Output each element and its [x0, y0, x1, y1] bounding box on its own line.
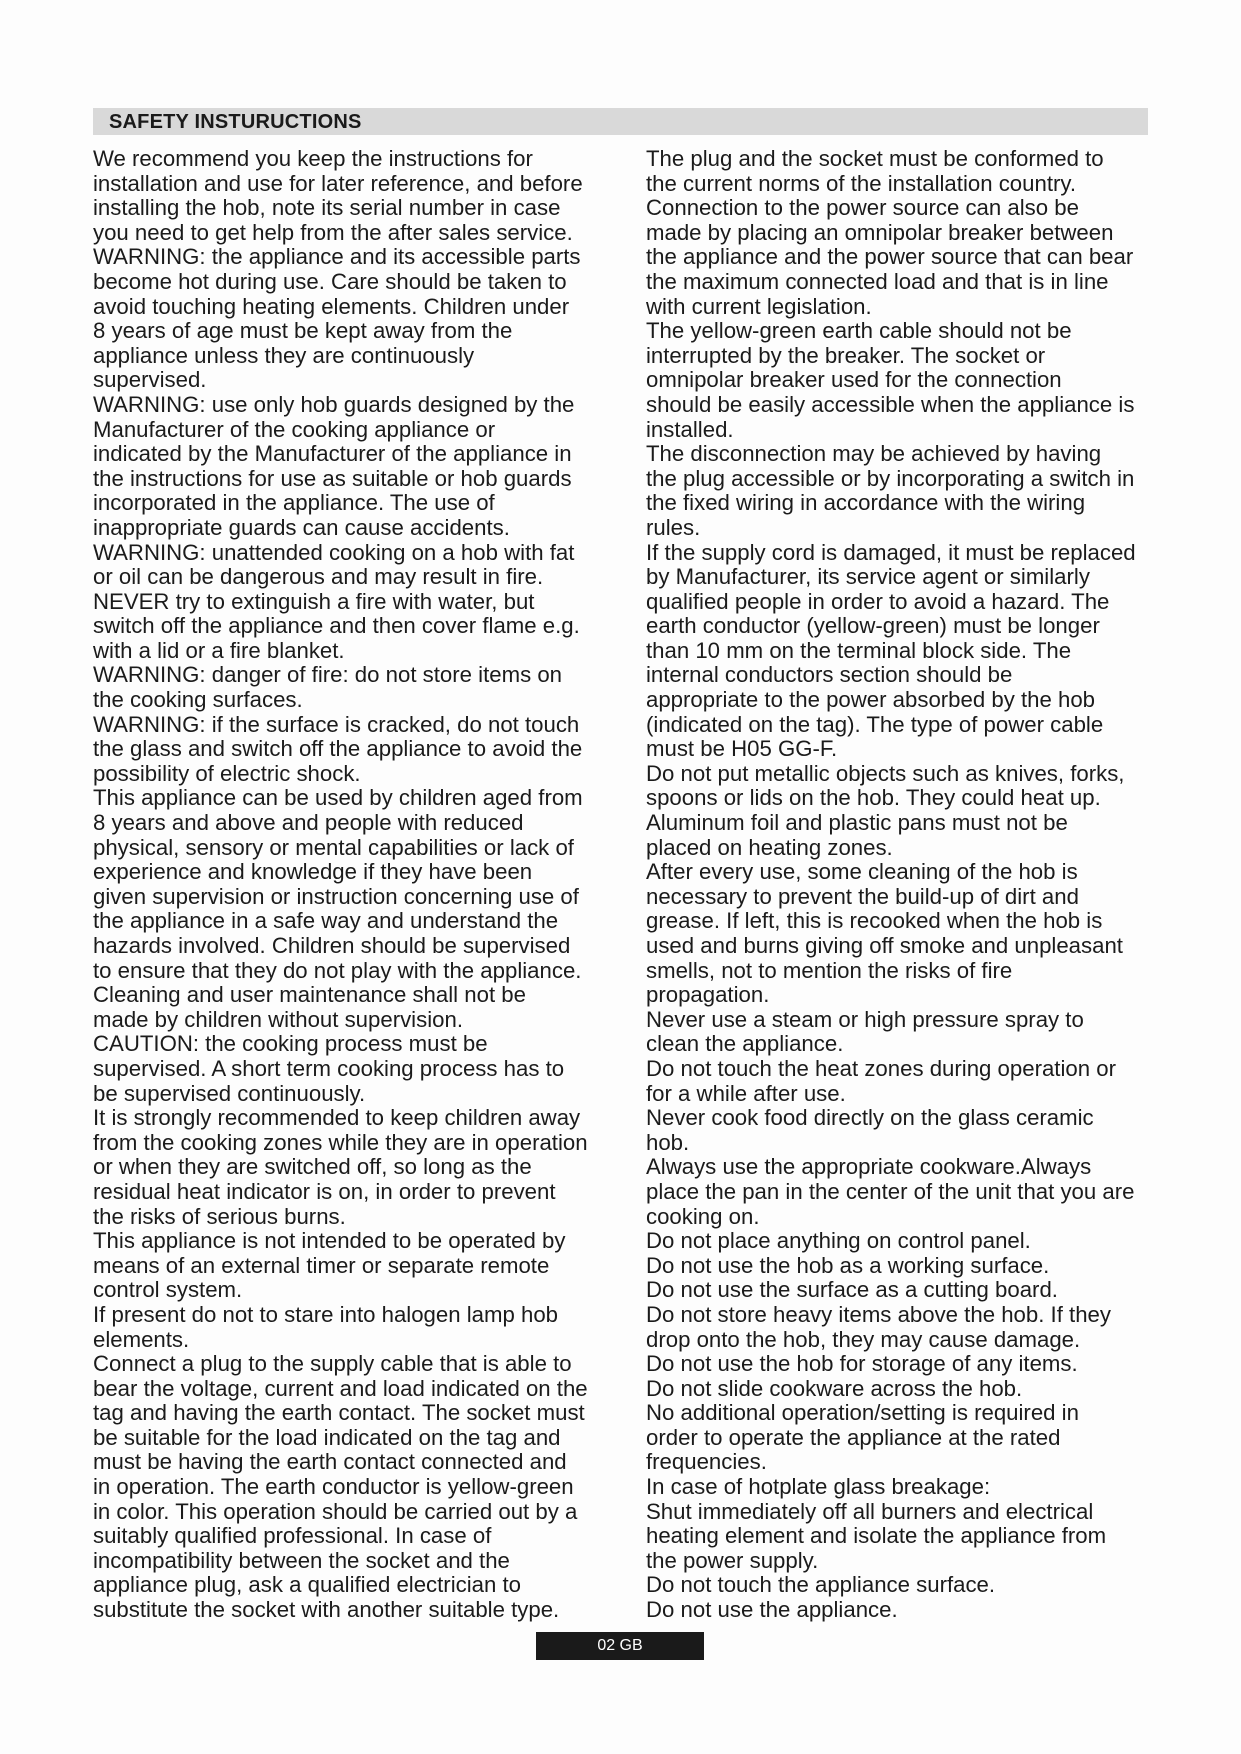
- right-column-line: The plug and the socket must be conformed to: [646, 147, 1104, 171]
- right-column-line: propagation.: [646, 983, 770, 1008]
- left-column-line: experience and knowledge if they have been: [93, 860, 533, 885]
- right-column-line: the fixed wiring in accordance with the wiring: [646, 491, 1086, 516]
- right-column-line: must be H05 GG-F.: [646, 737, 838, 762]
- right-column-line: Do not place anything on control panel.: [646, 1229, 1031, 1254]
- left-column-line: 8 years and above and people with reduced: [93, 811, 524, 836]
- left-column-line: This appliance can be used by children aged from: [93, 786, 583, 811]
- left-column-line: or when they are switched off, so long as the: [93, 1155, 532, 1180]
- right-column-line: The yellow-green earth cable should not be: [646, 319, 1072, 344]
- right-column-line: the current norms of the installation country.: [646, 171, 1076, 196]
- right-column-line: order to operate the appliance at the rated: [646, 1425, 1061, 1450]
- left-column-line: appliance unless they are continuously: [93, 343, 475, 368]
- left-column-line: We recommend you keep the instructions for: [93, 147, 533, 171]
- right-column-line: with current legislation.: [646, 294, 872, 319]
- left-text-column: [93, 147, 613, 1623]
- right-column-line: Always use the appropriate cookware.Always: [646, 1155, 1092, 1180]
- right-column-line: No additional operation/setting is required in: [646, 1401, 1079, 1426]
- right-column-line: internal conductors section should be: [646, 663, 1013, 688]
- right-column-line: clean the appliance.: [646, 1032, 844, 1057]
- left-column-line: be suitable for the load indicated on the tag and: [93, 1425, 561, 1450]
- left-column-line: hazards involved. Children should be supervised: [93, 934, 571, 958]
- left-column-line: the glass and switch off the appliance to avoid the: [93, 737, 583, 762]
- left-column-line: residual heat indicator is on, in order to prevent: [93, 1179, 556, 1204]
- right-column-line: Do not store heavy items above the hob. If they: [646, 1302, 1111, 1327]
- left-column-line: indicated by the Manufacturer of the appliance in: [93, 442, 572, 467]
- left-column-line: you need to get help from the after sales service.: [93, 220, 573, 245]
- right-column-line: Do not use the hob for storage of any items.: [646, 1352, 1078, 1377]
- right-column-line: Never cook food directly on the glass ceramic: [646, 1106, 1094, 1131]
- right-column-line: If the supply cord is damaged, it must be replaced: [646, 540, 1136, 565]
- right-column-line: necessary to prevent the build-up of dirt and: [646, 884, 1079, 909]
- right-column-line: cooking on.: [646, 1204, 760, 1229]
- left-column-line: in color. This operation should be carried out by a: [93, 1499, 578, 1524]
- left-column-line: from the cooking zones while they are in operation: [93, 1130, 588, 1155]
- left-column-line: WARNING: the appliance and its accessible parts: [93, 245, 581, 270]
- right-column-line: Do not use the hob as a working surface.: [646, 1253, 1050, 1278]
- right-column-line: rules.: [646, 515, 701, 540]
- left-column-line: installation and use for later reference, and before: [93, 171, 583, 196]
- right-column-line: appropriate to the power absorbed by the hob: [646, 688, 1095, 713]
- right-column-line: placed on heating zones.: [646, 835, 893, 860]
- right-column-line: hob.: [646, 1130, 690, 1155]
- left-column-line: the risks of serious burns.: [93, 1204, 346, 1229]
- right-column-line: The disconnection may be achieved by having: [646, 442, 1102, 467]
- left-column-line: This appliance is not intended to be operated by: [93, 1229, 566, 1254]
- right-column-line: Do not slide cookware across the hob.: [646, 1376, 1023, 1401]
- right-column-line: than 10 mm on the terminal block side. The: [646, 638, 1072, 663]
- right-column-line: heating element and isolate the appliance from: [646, 1524, 1107, 1549]
- left-column-line: or oil can be dangerous and may result in fire.: [93, 565, 544, 590]
- right-column-line: made by placing an omnipolar breaker between: [646, 220, 1114, 245]
- left-column-line: the cooking surfaces.: [93, 688, 303, 713]
- page-number-badge: 02 GB: [536, 1632, 704, 1660]
- right-column-line: After every use, some cleaning of the hob is: [646, 860, 1078, 885]
- section-header-bar: [93, 108, 1148, 135]
- section-title: SAFETY INSTURUCTIONS: [109, 111, 362, 133]
- left-column-line: be supervised continuously.: [93, 1081, 366, 1106]
- left-column-line: the appliance in a safe way and understand the: [93, 909, 559, 934]
- left-column-line: WARNING: danger of fire: do not store items on: [93, 663, 563, 688]
- right-column-line: qualified people in order to avoid a hazard. The: [646, 589, 1110, 614]
- left-column-line: supervised. A short term cooking process has to: [93, 1056, 565, 1081]
- left-column-line: Manufacturer of the cooking appliance or: [93, 417, 496, 442]
- right-column-line: frequencies.: [646, 1450, 767, 1475]
- right-column-line: Do not touch the appliance surface.: [646, 1573, 996, 1598]
- right-column-line: spoons or lids on the hob. They could heat up.: [646, 786, 1101, 811]
- left-column-line: appliance plug, ask a qualified electrician to: [93, 1573, 521, 1598]
- right-column-line: the appliance and the power source that can bear: [646, 245, 1134, 270]
- right-column-line: Shut immediately off all burners and electrical: [646, 1499, 1094, 1524]
- right-column-line: the plug accessible or by incorporating a switch in: [646, 466, 1135, 491]
- right-column-line: the maximum connected load and that is in line: [646, 269, 1109, 294]
- right-column-line: interrupted by the breaker. The socket or: [646, 343, 1046, 368]
- left-column-line: suitably qualified professional. In case of: [93, 1524, 492, 1549]
- left-column-line: It is strongly recommended to keep children away: [93, 1106, 581, 1131]
- right-column-line: drop onto the hob, they may cause damage.: [646, 1327, 1081, 1352]
- left-column-line: the instructions for use as suitable or hob guards: [93, 466, 572, 491]
- left-column-line: supervised.: [93, 368, 207, 393]
- left-column-line: physical, sensory or mental capabilities or lack of: [93, 835, 574, 860]
- left-column-line: tag and having the earth contact. The socket must: [93, 1401, 585, 1426]
- left-column-line: incompatibility between the socket and the: [93, 1548, 510, 1573]
- left-column-line: become hot during use. Care should be taken to: [93, 269, 567, 294]
- right-column-line: Do not touch the heat zones during operation or: [646, 1056, 1116, 1081]
- left-column-line: substitute the socket with another suitable type.: [93, 1598, 560, 1623]
- left-column-line: 8 years of age must be kept away from the: [93, 319, 513, 344]
- left-column-line: switch off the appliance and then cover flame e.g.: [93, 614, 580, 639]
- left-column-line: WARNING: unattended cooking on a hob with fat: [93, 540, 575, 565]
- right-column-line: Do not use the surface as a cutting board.: [646, 1278, 1058, 1303]
- left-column-line: elements.: [93, 1327, 190, 1352]
- left-column-line: NEVER try to extinguish a fire with water, but: [93, 589, 535, 614]
- left-column-line: means of an external timer or separate remote: [93, 1253, 550, 1278]
- right-column-line: omnipolar breaker used for the connection: [646, 368, 1062, 393]
- right-column-line: earth conductor (yellow-green) must be longer: [646, 614, 1100, 639]
- left-column-line: incorporated in the appliance. The use of: [93, 491, 495, 516]
- right-column-line: Aluminum foil and plastic pans must not be: [646, 811, 1068, 836]
- left-column-line: If present do not to stare into halogen lamp hob: [93, 1302, 559, 1327]
- right-column-line: Do not use the appliance.: [646, 1598, 898, 1623]
- left-column-line: Cleaning and user maintenance shall not be: [93, 983, 526, 1008]
- left-column-line: installing the hob, note its serial number in case: [93, 196, 561, 221]
- right-column-line: Never use a steam or high pressure spray to: [646, 1007, 1084, 1032]
- right-column-line: grease. If left, this is recooked when the hob is: [646, 909, 1103, 934]
- left-column-line: CAUTION: the cooking process must be: [93, 1032, 488, 1057]
- right-column-line: In case of hotplate glass breakage:: [646, 1475, 991, 1500]
- left-column-line: given supervision or instruction concerning use of: [93, 884, 579, 909]
- right-column-line: should be easily accessible when the appliance is: [646, 392, 1135, 417]
- left-column-line: possibility of electric shock.: [93, 761, 361, 786]
- right-column-line: Do not put metallic objects such as knives, forks,: [646, 761, 1125, 786]
- left-column-line: control system.: [93, 1278, 243, 1303]
- left-column-line: inappropriate guards can cause accidents.: [93, 515, 510, 540]
- right-text-column: [646, 147, 1166, 1623]
- left-column-line: with a lid or a fire blanket.: [93, 638, 345, 663]
- right-column-line: used and burns giving off smoke and unpleasant: [646, 934, 1123, 958]
- left-column-line: avoid touching heating elements. Children under: [93, 294, 570, 319]
- left-column-line: in operation. The earth conductor is yellow-green: [93, 1475, 574, 1500]
- right-column-line: by Manufacturer, its service agent or similarly: [646, 565, 1090, 590]
- left-column-line: bear the voltage, current and load indicated on the: [93, 1376, 588, 1401]
- right-column-line: for a while after use.: [646, 1081, 846, 1106]
- right-column-line: Connection to the power source can also be: [646, 196, 1079, 221]
- right-column-line: smells, not to mention the risks of fire: [646, 958, 1013, 983]
- left-column-line: made by children without supervision.: [93, 1007, 463, 1032]
- right-column-line: (indicated on the tag). The type of power cable: [646, 712, 1104, 737]
- left-column-line: must be having the earth contact connected and: [93, 1450, 567, 1475]
- right-column-line: installed.: [646, 417, 734, 442]
- right-column-line: the power supply.: [646, 1548, 819, 1573]
- left-column-line: to ensure that they do not play with the appliance.: [93, 958, 582, 983]
- left-column-line: WARNING: use only hob guards designed by the: [93, 392, 575, 417]
- left-column-line: Connect a plug to the supply cable that is able to: [93, 1352, 572, 1377]
- left-column-line: WARNING: if the surface is cracked, do not touch: [93, 712, 580, 737]
- right-column-line: place the pan in the center of the unit that you are: [646, 1179, 1135, 1204]
